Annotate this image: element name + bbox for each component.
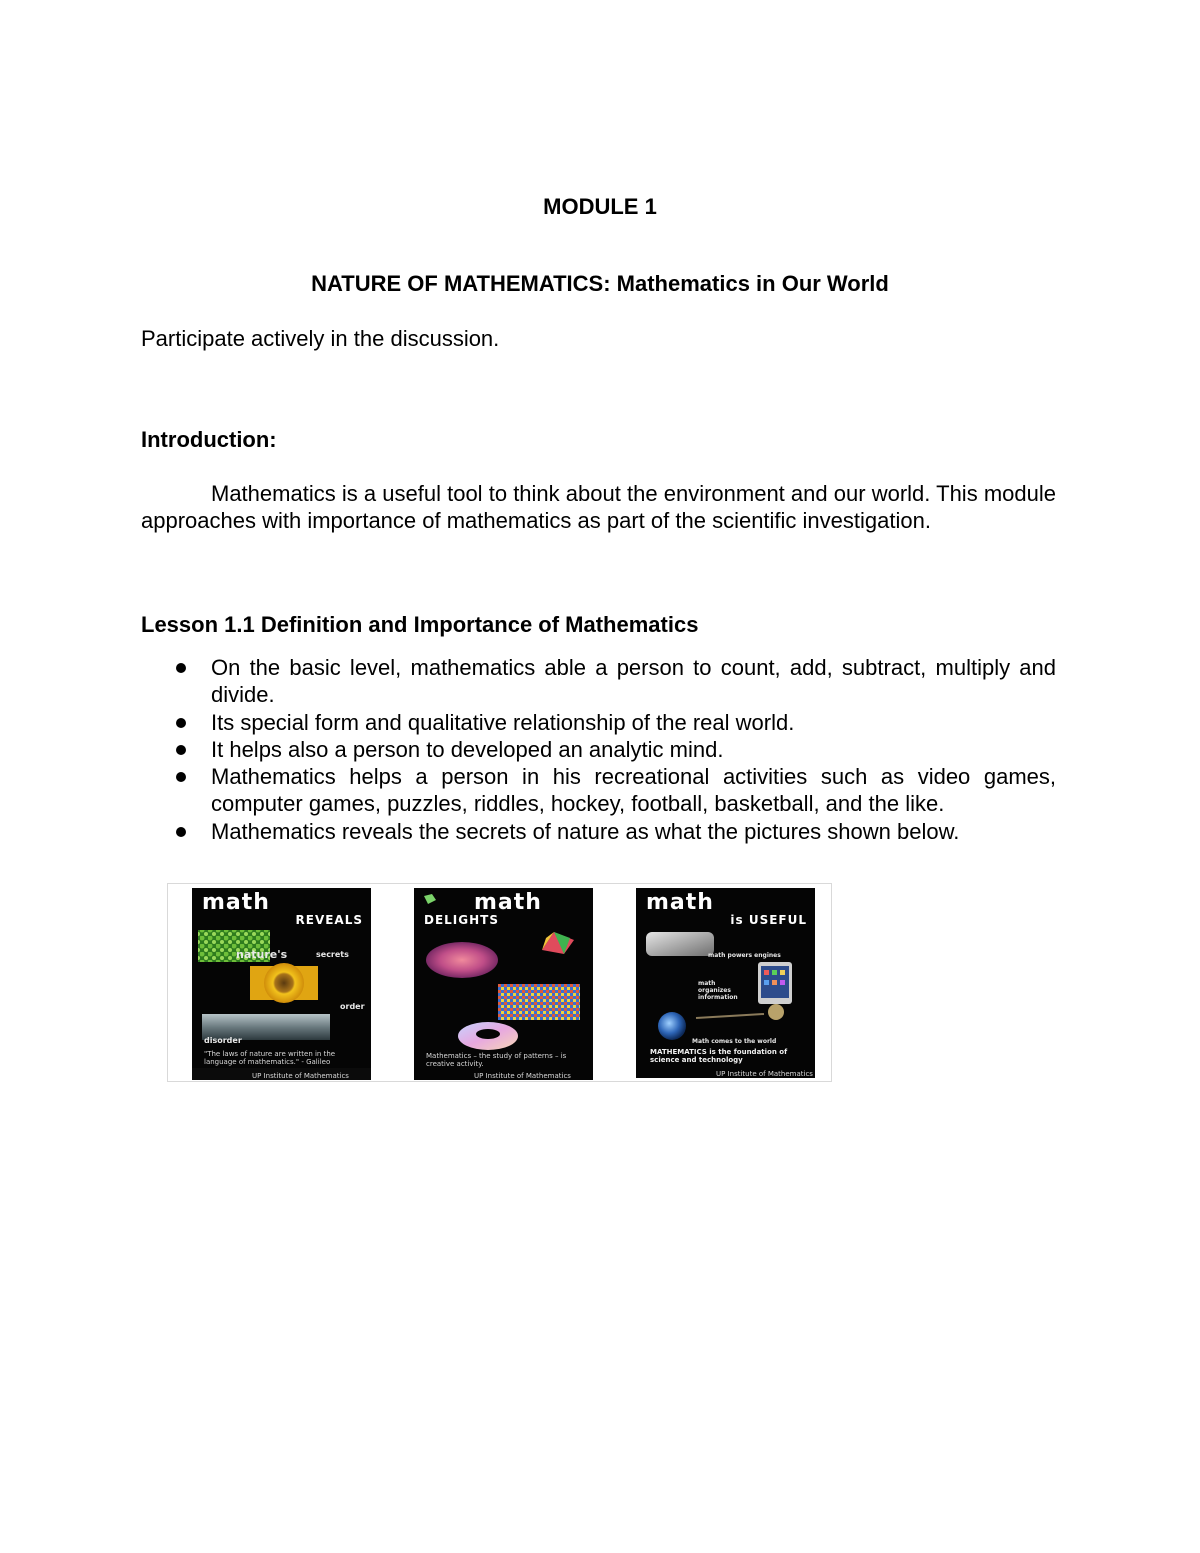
poster-label: disorder [204,1036,242,1045]
poster-label: math organizes information [698,980,738,1001]
list-item [141,763,1056,818]
poster-math-delights [414,888,593,1080]
bullet-text: Mathematics reveals the secrets of nature as what the pictures shown below. [211,818,960,844]
poster-label: order [340,1002,365,1011]
bullet-text: On the basic level, mathematics able a person to count, add, subtract, multiply and divide. [211,655,1056,708]
poster-title: math [202,890,270,915]
poster-footer: UP Institute of Mathematics [474,1072,571,1080]
cube-icon [424,894,436,904]
bullet-text: It helps also a person to developed an analytic mind. [211,736,724,762]
bullet-icon [176,663,186,673]
bullet-icon [176,718,186,728]
introduction-paragraph: Mathematics is a useful tool to think about the environment and our world. This module approaches with importance of mathematics as part of the scientific investigation. [141,481,1056,533]
poster-subtitle: REVEALS [295,913,363,927]
lesson-heading: Lesson 1.1 Definition and Importance of Mathematics [141,612,699,637]
poster-label: math powers engines [708,952,781,959]
bullet-text: Mathematics helps a person in his recreational activities such as video games, computer games, puzzles, riddles, hockey, football, basketball, and the like. [211,764,1056,817]
poster-caption: Mathematics – the study of patterns – is creative activity. [426,1052,567,1068]
poster-footer: UP Institute of Mathematics [716,1070,813,1078]
poster-title: math [646,890,714,915]
list-item [141,736,1056,763]
instruction-text: Participate actively in the discussion. [141,326,500,351]
poster-footer: UP Institute of Mathematics [252,1072,349,1080]
poster-caption: "The laws of nature are written in the language of mathematics." - Galileo [204,1050,336,1066]
poster-caption: MATHEMATICS is the foundation of science and technology [650,1048,788,1064]
bullet-text: Its special form and qualitative relationship of the real world. [211,709,795,735]
poster-math-reveals [192,888,371,1080]
poster-label: nature's [236,948,288,961]
page-title: NATURE OF MATHEMATICS: Mathematics in Our World [311,271,889,296]
introduction-heading: Introduction: [141,427,277,452]
poster-subtitle: is USEFUL [730,913,807,927]
poster-label: Math comes to the world [692,1038,777,1045]
math-posters-figure [167,883,832,1082]
poster-title: math [474,890,542,915]
poster-math-useful [636,888,815,1078]
poster-label: secrets [316,950,349,959]
module-title: MODULE 1 [543,194,657,219]
list-item [141,709,1056,736]
bullet-icon [176,827,186,837]
list-item [141,654,1056,709]
lesson-bullet-list [141,654,1056,845]
bullet-icon [176,745,186,755]
bullet-icon [176,772,186,782]
poster-subtitle: DELIGHTS [424,913,499,927]
list-item [141,818,1056,845]
